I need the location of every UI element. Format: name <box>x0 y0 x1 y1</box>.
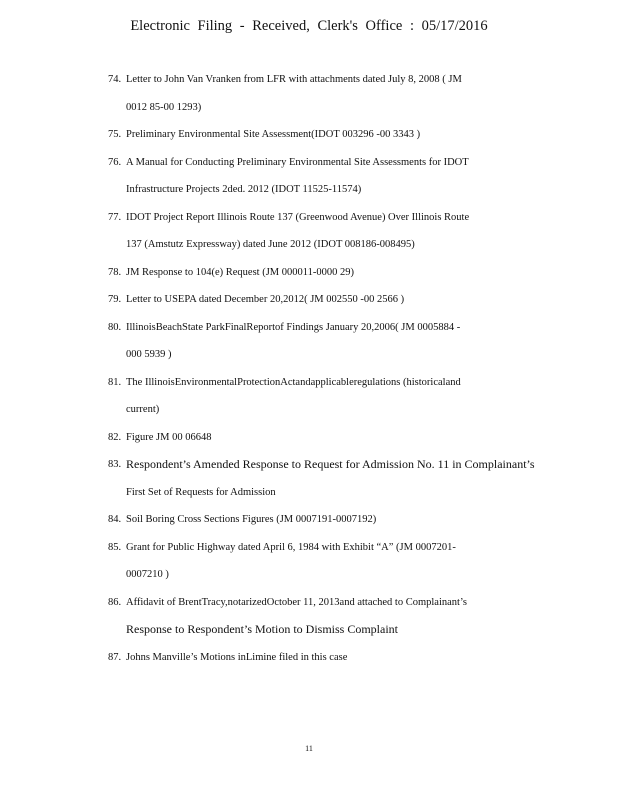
item-number: 74. <box>108 74 122 85</box>
list-item <box>108 149 548 204</box>
list-item <box>108 644 548 672</box>
item-line: IDOT Project Report Illinois Route 137 (Greenwood Avenue) Over Illinois Route <box>126 211 470 223</box>
item-number: 78. <box>108 266 122 278</box>
item-text <box>126 204 548 259</box>
item-text <box>126 286 548 314</box>
list-item <box>108 259 548 287</box>
item-line: Affidavit of BrentTracy,notarizedOctober 11, 2013and attached to Complainant’s <box>126 596 467 608</box>
item-line: A Manual for Conducting Preliminary Environmental Site Assessments for IDOT <box>126 156 469 168</box>
item-line: Preliminary Environmental Site Assessment(IDOT 003296 -00 3343 ) <box>126 129 421 140</box>
list-item <box>108 121 548 149</box>
item-line: 0007210 ) <box>126 569 169 580</box>
item-text <box>126 149 548 204</box>
item-text <box>126 66 548 121</box>
item-line: Respondent’s Amended Response to Request for Admission No. 11 in Complainant’s <box>126 457 535 471</box>
item-line: First Set of Requests for Admission <box>126 486 276 498</box>
item-line: Infrastructure Projects 2ded. 2012 (IDOT 11525-11574) <box>126 184 362 195</box>
item-number: 82. <box>108 431 122 443</box>
page-number: 11 <box>305 744 313 753</box>
list-item <box>108 66 548 121</box>
item-line: Soil Boring Cross Sections Figures (JM 0007191-0007192) <box>126 514 377 525</box>
item-text <box>126 644 548 672</box>
item-text <box>126 259 548 287</box>
item-line: 0012 85-00 1293) <box>126 101 202 113</box>
item-line: 137 (Amstutz Expressway) dated June 2012 (IDOT 008186-008495) <box>126 239 415 250</box>
list-item <box>108 506 548 534</box>
list-item <box>108 204 548 259</box>
item-number: 83. <box>108 459 122 470</box>
item-line: current) <box>126 404 160 415</box>
item-number: 77. <box>108 211 122 223</box>
item-line: Figure JM 00 06648 <box>126 431 212 443</box>
item-number: 76. <box>108 156 122 168</box>
list-item <box>108 589 548 644</box>
item-number: 84. <box>108 514 122 525</box>
item-text <box>126 314 548 369</box>
list-item <box>108 451 548 506</box>
item-number: 75. <box>108 129 122 140</box>
item-line: Grant for Public Highway dated April 6, 1984 with Exhibit “A” (JM 0007201- <box>126 541 456 553</box>
item-number: 86. <box>108 596 122 608</box>
list-item <box>108 286 548 314</box>
item-text <box>126 534 548 589</box>
item-line: The IllinoisEnvironmentalProtectionActandapplicableregulations (historicaland <box>126 376 461 388</box>
item-number: 79. <box>108 294 122 305</box>
item-line: Letter to John Van Vranken from LFR with attachments dated July 8, 2008 ( JM <box>126 74 462 85</box>
list-item <box>108 534 548 589</box>
item-line: JM Response to 104(e) Request (JM 000011-0000 29) <box>126 266 354 278</box>
item-line: IllinoisBeachState ParkFinalReportof Findings January 20,2006( JM 0005884 - <box>126 321 461 333</box>
item-line: Johns Manville’s Motions inLimine filed in this case <box>126 651 348 663</box>
item-text <box>126 589 548 644</box>
item-number: 81. <box>108 376 122 388</box>
item-line: Letter to USEPA dated December 20,2012( JM 002550 -00 2566 ) <box>126 294 405 305</box>
item-text <box>126 121 548 149</box>
item-text <box>126 451 548 506</box>
item-text <box>126 424 548 452</box>
item-number: 80. <box>108 321 122 333</box>
item-text <box>126 506 548 534</box>
item-number: 85. <box>108 541 122 553</box>
filing-stamp-header: Electronic Filing - Received, Clerk's Office : 05/17/2016 <box>130 18 488 34</box>
list-item <box>108 314 548 369</box>
exhibit-list <box>108 66 548 671</box>
item-text <box>126 369 548 424</box>
list-item <box>108 369 548 424</box>
item-number: 87. <box>108 651 122 663</box>
item-line: Response to Respondent’s Motion to Dismiss Complaint <box>126 622 399 636</box>
list-item <box>108 424 548 452</box>
item-line: 000 5939 ) <box>126 349 172 360</box>
